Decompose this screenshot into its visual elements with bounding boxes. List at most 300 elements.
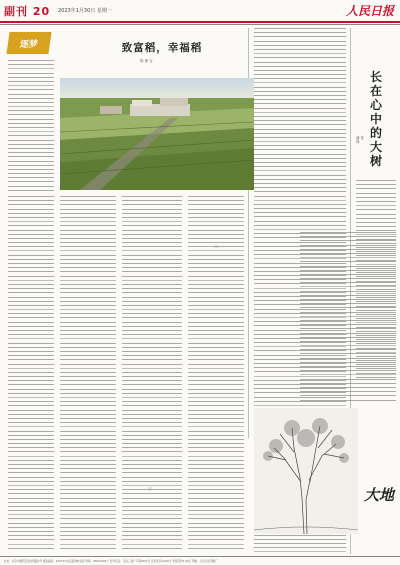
text-line: [122, 460, 182, 461]
text-line: [8, 196, 54, 197]
text-line: [122, 477, 182, 478]
text-line: [188, 498, 244, 499]
text-line: [188, 456, 244, 457]
article-title: 致富稻，幸福稻: [121, 42, 203, 54]
text-line: [60, 451, 116, 452]
text-line: [60, 544, 116, 545]
text-line: [254, 187, 346, 188]
text-line: [122, 376, 182, 377]
text-line: [188, 364, 244, 365]
text-line: [188, 200, 244, 201]
text-line: [8, 221, 54, 222]
text-line: [8, 330, 54, 331]
article-column-2: [60, 196, 116, 552]
text-line: [188, 426, 244, 427]
text-line: [122, 426, 182, 427]
text-line: [254, 149, 346, 150]
text-line: [122, 343, 182, 344]
text-line: [60, 230, 116, 231]
text-line: [356, 214, 396, 215]
text-line: [60, 242, 116, 243]
text-line: [188, 506, 244, 507]
text-line: [122, 539, 182, 540]
text-line: [8, 514, 54, 515]
text-line: [122, 330, 182, 331]
text-line: [60, 518, 116, 519]
text-line: [122, 280, 182, 281]
text-line: [356, 209, 396, 210]
text-line: [188, 510, 244, 511]
text-line: [122, 359, 182, 360]
text-line: [300, 274, 396, 275]
text-line: [188, 544, 244, 545]
text-line: [60, 498, 116, 499]
text-line: [8, 426, 54, 427]
text-line: [60, 347, 116, 348]
text-line: [254, 191, 346, 192]
text-line: [8, 389, 54, 390]
text-line: [300, 257, 396, 258]
text-line: [254, 133, 346, 134]
text-line: [254, 78, 346, 79]
text-line: [8, 288, 54, 289]
text-line: [60, 535, 116, 536]
text-line: [188, 477, 244, 478]
text-line: [254, 124, 346, 125]
text-line: [122, 384, 182, 385]
text-line: [122, 447, 182, 448]
text-line: [254, 87, 346, 88]
text-line: [188, 292, 244, 293]
text-line: [254, 208, 346, 209]
text-line: [8, 255, 54, 256]
text-line: [60, 372, 116, 373]
text-line: [300, 316, 396, 317]
text-line: [188, 351, 244, 352]
text-line: [60, 280, 116, 281]
text-line: [188, 309, 244, 310]
text-line: [356, 222, 396, 223]
footer-rule: [0, 556, 400, 557]
text-line: [8, 531, 54, 532]
text-line: [60, 435, 116, 436]
text-line: [8, 414, 54, 415]
text-line: [188, 263, 244, 264]
text-line: [188, 523, 244, 524]
text-line: [8, 338, 54, 339]
text-line: [254, 91, 346, 92]
text-line: [254, 221, 346, 222]
text-line: [300, 312, 396, 313]
text-line: [8, 493, 54, 494]
text-line: [254, 36, 346, 37]
text-line: [60, 330, 116, 331]
text-line: [188, 389, 244, 390]
text-line: [60, 217, 116, 218]
article-column-1-lower: [8, 196, 54, 552]
text-line: [60, 234, 116, 235]
text-line: [254, 539, 346, 540]
text-line: [122, 418, 182, 419]
text-line: [60, 351, 116, 352]
text-line: [8, 472, 54, 473]
text-line: [122, 351, 182, 352]
text-line: [188, 267, 244, 268]
text-line: [122, 338, 182, 339]
text-line: [188, 359, 244, 360]
text-line: [122, 535, 182, 536]
text-line: [60, 271, 116, 272]
text-line: [122, 518, 182, 519]
text-line: [60, 527, 116, 528]
text-line: [122, 422, 182, 423]
text-line: [8, 439, 54, 440]
text-line: [188, 439, 244, 440]
text-line: [60, 422, 116, 423]
text-line: [60, 297, 116, 298]
text-line: [60, 384, 116, 385]
text-line: [188, 405, 244, 406]
text-line: [122, 372, 182, 373]
text-line: [188, 401, 244, 402]
text-line: [254, 183, 346, 184]
text-line: [188, 368, 244, 369]
rice-field-photo: [60, 78, 254, 190]
text-line: [188, 347, 244, 348]
text-line: [60, 464, 116, 465]
text-line: [188, 460, 244, 461]
text-line: [60, 523, 116, 524]
text-line: [122, 506, 182, 507]
text-line: [122, 439, 182, 440]
text-line: [188, 305, 244, 306]
text-line: [188, 548, 244, 549]
text-line: [188, 414, 244, 415]
text-line: [300, 261, 396, 262]
text-line: [8, 347, 54, 348]
text-line: [8, 535, 54, 536]
text-line: [300, 366, 396, 367]
text-line: [254, 225, 346, 226]
text-line: [60, 204, 116, 205]
text-line: [300, 395, 396, 396]
text-line: [60, 393, 116, 394]
text-line: [60, 313, 116, 314]
text-line: [60, 225, 116, 226]
text-line: [122, 221, 182, 222]
article-column-3: [122, 196, 182, 552]
text-line: [122, 334, 182, 335]
text-line: [60, 439, 116, 440]
text-line: [254, 229, 346, 230]
text-line: [356, 226, 396, 227]
text-line: [188, 418, 244, 419]
text-line: [188, 242, 244, 243]
issue-date: 2023年1月30日 星期一: [58, 8, 112, 14]
text-line: [60, 443, 116, 444]
masthead-rule-thin: [0, 24, 400, 25]
text-line: [300, 358, 396, 359]
text-line: [122, 238, 182, 239]
text-line: [188, 502, 244, 503]
text-line: [254, 212, 346, 213]
text-line: [188, 196, 244, 197]
text-line: [254, 103, 346, 104]
text-line: [8, 271, 54, 272]
text-line: [188, 238, 244, 239]
text-line: [188, 230, 244, 231]
text-line: [122, 322, 182, 323]
text-line: [60, 355, 116, 356]
text-line: [188, 539, 244, 540]
text-line: [300, 240, 396, 241]
text-line: [122, 301, 182, 302]
text-line: [300, 362, 396, 363]
text-line: [188, 485, 244, 486]
text-line: [60, 238, 116, 239]
text-line: [8, 489, 54, 490]
text-line: [356, 218, 396, 219]
text-line: [300, 249, 396, 250]
text-line: [60, 338, 116, 339]
text-line: [60, 460, 116, 461]
text-line: [8, 355, 54, 356]
text-line: [8, 334, 54, 335]
text-line: [188, 447, 244, 448]
text-line: [122, 544, 182, 545]
text-line: [8, 518, 54, 519]
text-line: [8, 464, 54, 465]
text-line: [122, 271, 182, 272]
text-line: [254, 70, 346, 71]
text-line: [188, 317, 244, 318]
text-line: [8, 481, 54, 482]
text-line: [8, 246, 54, 247]
text-line: [254, 158, 346, 159]
text-line: [300, 282, 396, 283]
text-line: [122, 313, 182, 314]
text-line: [60, 489, 116, 490]
text-line: [300, 345, 396, 346]
text-line: [60, 431, 116, 432]
text-line: [8, 506, 54, 507]
text-line: [8, 368, 54, 369]
text-line: [122, 548, 182, 549]
text-line: [60, 485, 116, 486]
text-line: [60, 426, 116, 427]
text-line: [300, 286, 396, 287]
text-line: [188, 380, 244, 381]
text-line: [8, 343, 54, 344]
text-line: [188, 225, 244, 226]
text-line: [60, 493, 116, 494]
newspaper-logo: 人民日报: [345, 4, 394, 18]
text-line: [8, 225, 54, 226]
text-line: [122, 196, 182, 197]
text-line: [122, 317, 182, 318]
text-line: [254, 120, 346, 121]
text-line: [8, 539, 54, 540]
text-line: [122, 267, 182, 268]
text-line: [60, 255, 116, 256]
text-line: [60, 418, 116, 419]
text-line: [300, 303, 396, 304]
text-line: [122, 355, 182, 356]
text-line: [300, 253, 396, 254]
text-line: [60, 401, 116, 402]
text-line: [60, 510, 116, 511]
text-line: [188, 518, 244, 519]
text-line: [300, 337, 396, 338]
text-line: [8, 544, 54, 545]
article-column-1: [8, 60, 54, 192]
text-line: [8, 443, 54, 444]
text-line: [188, 330, 244, 331]
text-line: [8, 263, 54, 264]
article-byline: 陈 洲 言: [140, 59, 153, 63]
text-line: [188, 284, 244, 285]
text-line: [188, 422, 244, 423]
text-line: [8, 384, 54, 385]
text-line: [188, 221, 244, 222]
text-line: [254, 175, 346, 176]
text-line: [300, 270, 396, 271]
text-line: [8, 431, 54, 432]
text-line: [8, 200, 54, 201]
text-line: [8, 359, 54, 360]
text-line: [188, 343, 244, 344]
text-line: [60, 259, 116, 260]
text-line: [122, 514, 182, 515]
text-line: [122, 200, 182, 201]
text-line: [122, 276, 182, 277]
rice-field-photo-image: [60, 78, 254, 190]
text-line: [60, 292, 116, 293]
text-line: [122, 225, 182, 226]
text-line: [8, 242, 54, 243]
text-line: [300, 387, 396, 388]
text-line: [188, 355, 244, 356]
text-line: [60, 368, 116, 369]
text-line: [60, 531, 116, 532]
text-line: [254, 116, 346, 117]
text-line: [254, 108, 346, 109]
text-line: [8, 498, 54, 499]
text-line: [122, 217, 182, 218]
text-line: [60, 322, 116, 323]
text-line: [254, 547, 346, 548]
text-line: [8, 284, 54, 285]
text-line: [254, 57, 346, 58]
text-line: [356, 188, 396, 189]
text-line: [188, 301, 244, 302]
text-line: [8, 309, 54, 310]
text-line: [122, 472, 182, 473]
text-line: [60, 359, 116, 360]
text-line: [300, 328, 396, 329]
text-line: [60, 548, 116, 549]
text-line: [8, 267, 54, 268]
text-line: [356, 205, 396, 206]
article-subhead: 三: [148, 486, 152, 491]
text-line: [8, 250, 54, 251]
text-line: [300, 245, 396, 246]
text-line: [8, 234, 54, 235]
text-line: [122, 364, 182, 365]
text-line: [8, 405, 54, 406]
text-line: [8, 372, 54, 373]
text-line: [8, 313, 54, 314]
text-line: [122, 527, 182, 528]
text-line: [300, 324, 396, 325]
text-line: [188, 234, 244, 235]
text-line: [188, 313, 244, 314]
text-line: [60, 305, 116, 306]
text-line: [254, 74, 346, 75]
essay-title: 长在心中的大树: [369, 70, 382, 168]
text-line: [188, 213, 244, 214]
text-line: [8, 238, 54, 239]
text-line: [300, 383, 396, 384]
text-line: [188, 435, 244, 436]
text-line: [60, 246, 116, 247]
text-line: [8, 510, 54, 511]
text-line: [60, 267, 116, 268]
text-line: [8, 393, 54, 394]
text-line: [8, 418, 54, 419]
text-line: [122, 468, 182, 469]
section-badge: 逐梦: [6, 32, 51, 54]
text-line: [122, 213, 182, 214]
text-line: [60, 213, 116, 214]
text-line: [188, 297, 244, 298]
text-line: [8, 301, 54, 302]
text-line: [188, 334, 244, 335]
text-line: [254, 145, 346, 146]
text-line: [122, 204, 182, 205]
text-line: [188, 443, 244, 444]
text-line: [122, 481, 182, 482]
essay-column-lower: [300, 232, 396, 402]
text-line: [8, 217, 54, 218]
text-line: [122, 510, 182, 511]
text-line: [188, 531, 244, 532]
text-line: [188, 338, 244, 339]
text-line: [8, 326, 54, 327]
text-line: [122, 230, 182, 231]
text-line: [254, 28, 346, 29]
text-line: [122, 255, 182, 256]
text-line: [122, 493, 182, 494]
text-line: [188, 527, 244, 528]
text-line: [122, 523, 182, 524]
text-line: [300, 320, 396, 321]
text-line: [8, 351, 54, 352]
text-line: [8, 422, 54, 423]
text-line: [122, 259, 182, 260]
text-line: [300, 232, 396, 233]
text-line: [188, 255, 244, 256]
text-line: [60, 389, 116, 390]
text-line: [188, 397, 244, 398]
text-line: [8, 527, 54, 528]
text-line: [8, 259, 54, 260]
text-line: [188, 489, 244, 490]
text-line: [188, 464, 244, 465]
text-line: [8, 276, 54, 277]
text-line: [60, 405, 116, 406]
text-line: [254, 179, 346, 180]
